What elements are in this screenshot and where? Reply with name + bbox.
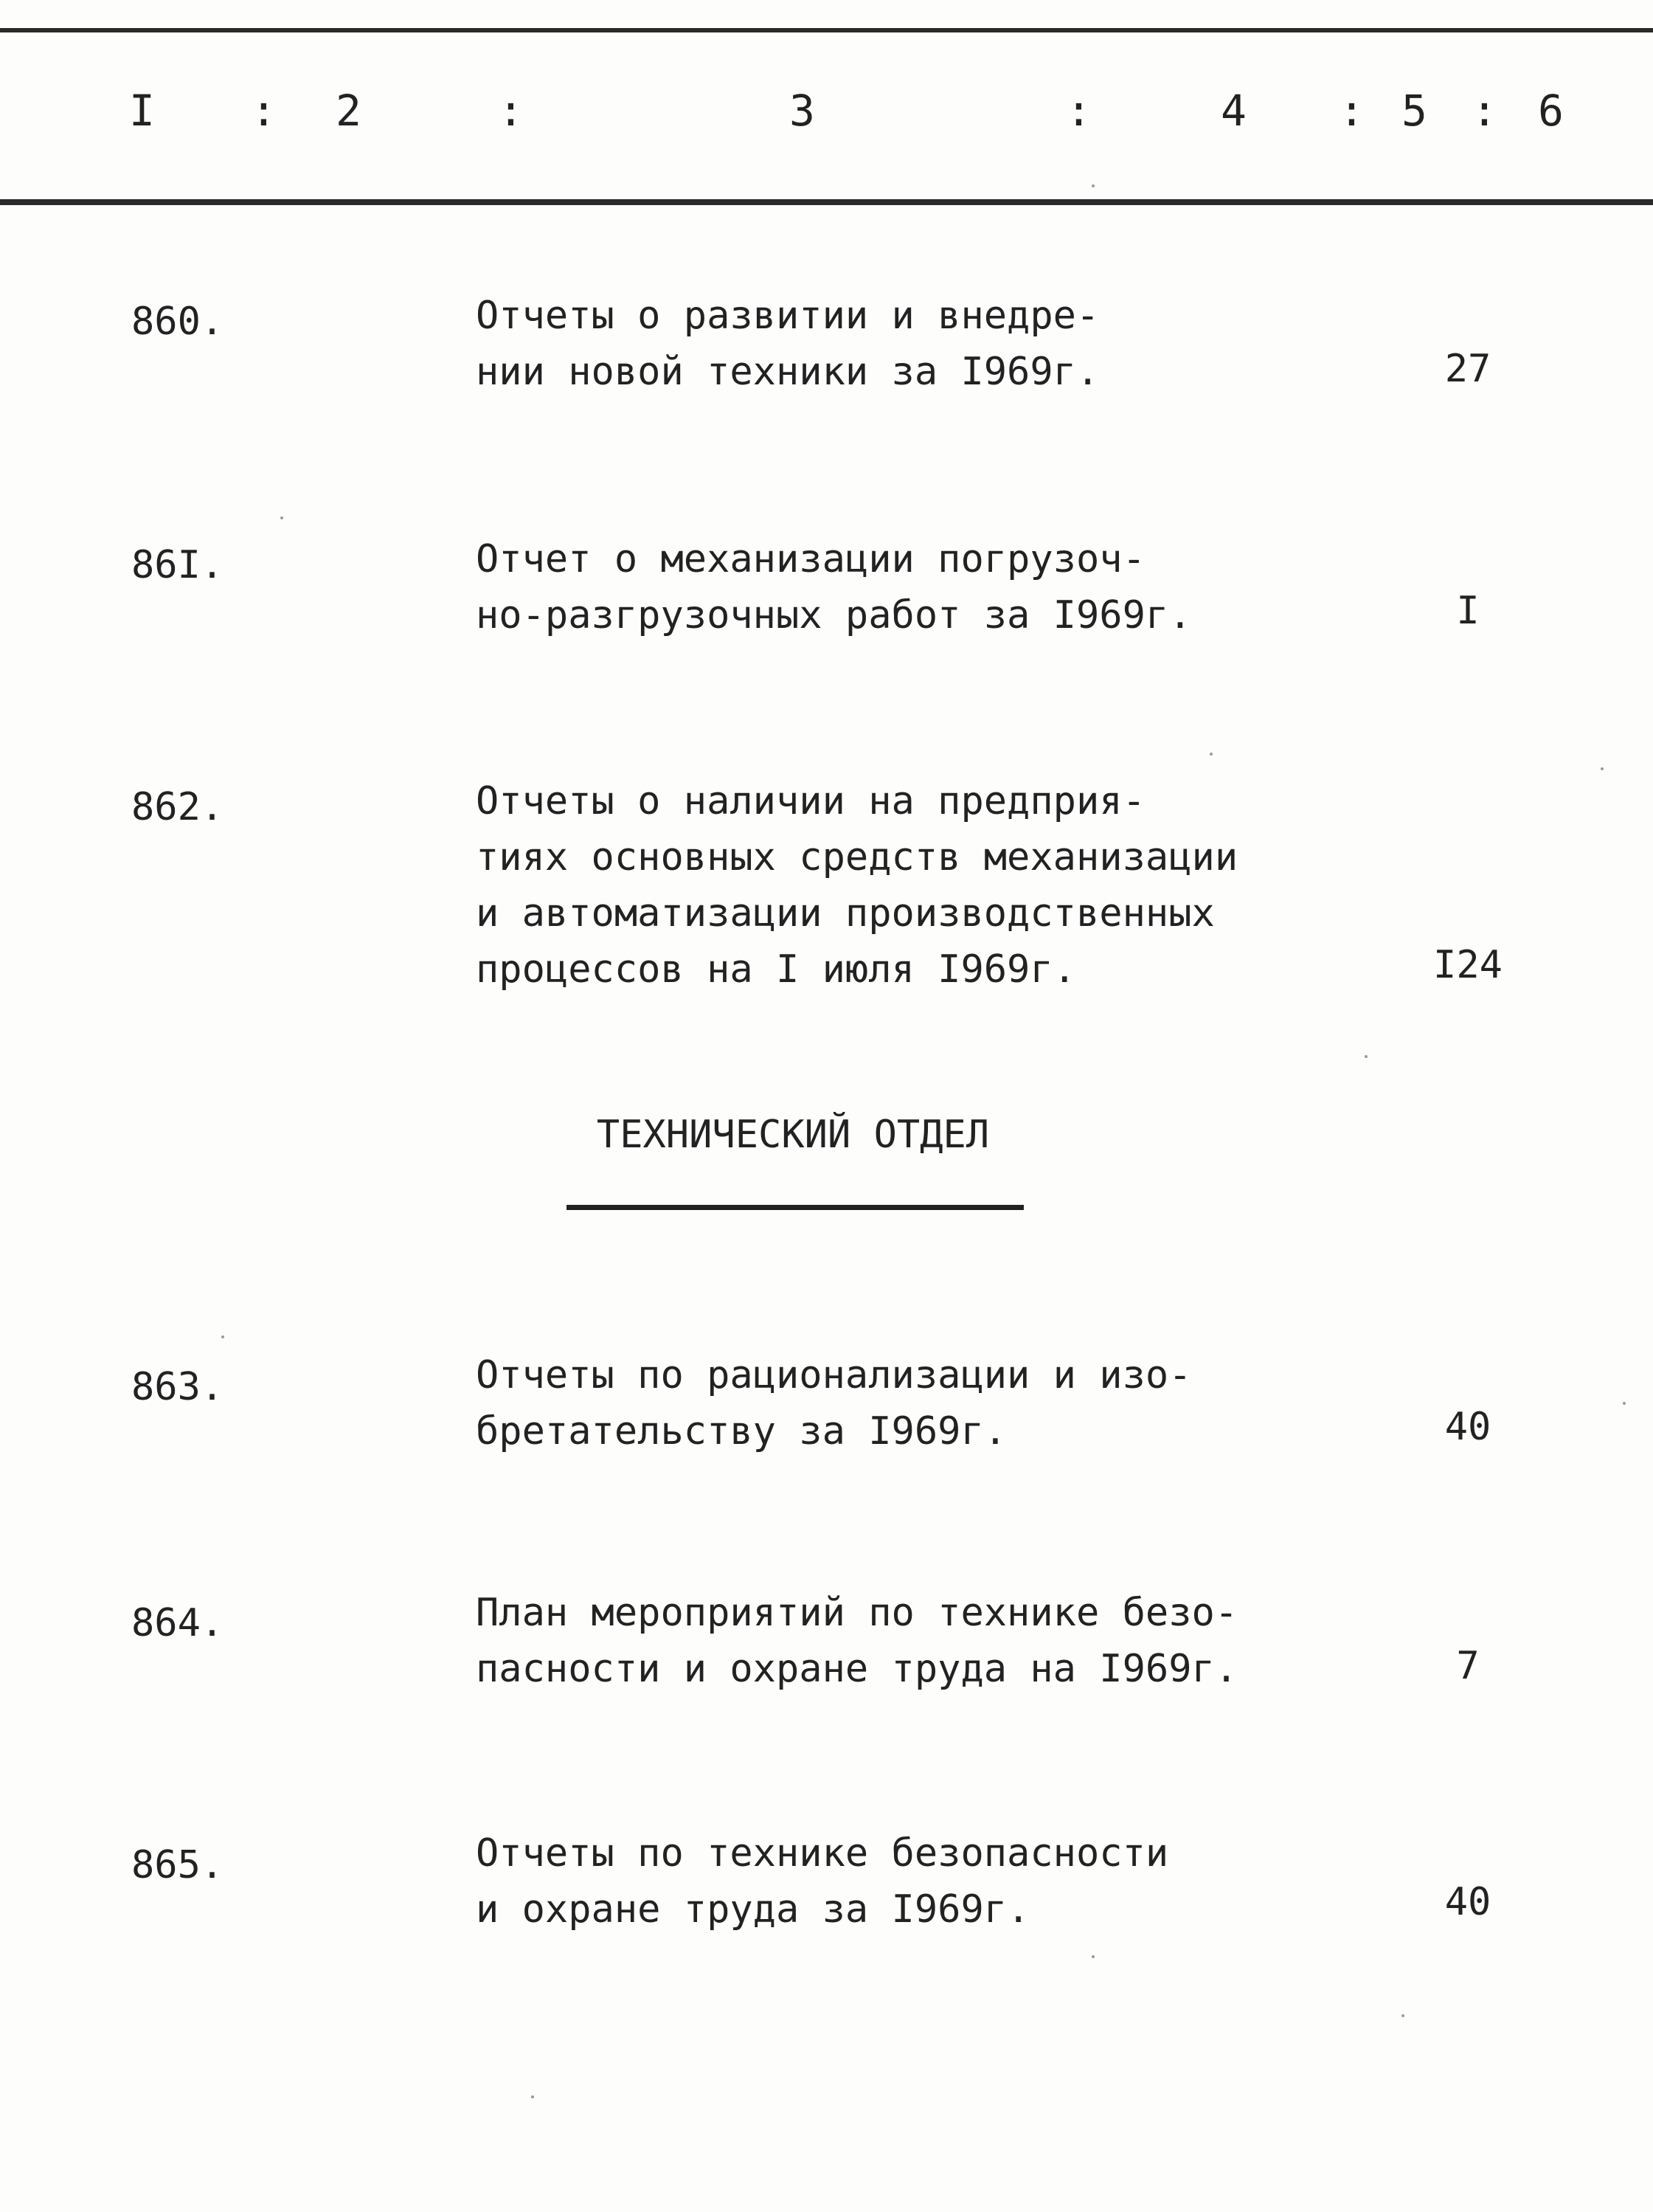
entry-title: Отчеты по технике безопасности и охране труда за I969г. — [476, 1831, 1169, 1932]
entry-number: 864. — [131, 1601, 224, 1645]
entry-count: 40 — [1444, 1880, 1491, 1924]
column-number-6: 6 — [1538, 86, 1564, 136]
entry-title: Отчеты о наличии на предприя- тиях основных средств механизации и автоматизации производственных процессов на I июля I969г. — [476, 779, 1238, 992]
entry-count: 40 — [1444, 1405, 1491, 1449]
section-title: ТЕХНИЧЕСКИЙ ОТДЕЛ — [596, 1113, 990, 1157]
scan-speck — [531, 2095, 534, 2098]
column-separator: : — [498, 86, 524, 136]
entry-number: 86I. — [131, 543, 224, 587]
entry-count: I — [1456, 589, 1480, 633]
column-separator: : — [1339, 86, 1365, 136]
column-separator: : — [1472, 86, 1497, 136]
column-number-1: I — [129, 86, 155, 136]
entry-title: Отчет о механизации погрузоч- но-разгрузочных работ за I969г. — [476, 537, 1192, 637]
entry-number: 862. — [131, 785, 224, 829]
entry-title: Отчеты по рационализации и изо- бретательству за I969г. — [476, 1353, 1192, 1454]
column-number-4: 4 — [1221, 86, 1247, 136]
scan-speck — [1092, 1955, 1095, 1958]
header-bottom-rule — [0, 199, 1653, 205]
scan-speck — [221, 1335, 224, 1338]
entry-number: 860. — [131, 300, 224, 344]
header-top-rule — [0, 28, 1653, 32]
scan-speck — [1401, 2014, 1404, 2017]
entry-title: Отчеты о развитии и внедре- нии новой техники за I969г. — [476, 294, 1100, 394]
scan-speck — [1365, 1055, 1368, 1058]
scan-speck — [1092, 184, 1095, 187]
scan-speck — [280, 516, 283, 519]
column-number-5: 5 — [1401, 86, 1427, 136]
column-separator: : — [251, 86, 277, 136]
column-number-3: 3 — [789, 86, 815, 136]
scan-speck — [1210, 753, 1213, 756]
entry-title: План мероприятий по технике безо- пасности и охране труда на I969г. — [476, 1591, 1238, 1691]
section-underline — [566, 1205, 1024, 1210]
scan-speck — [1623, 1402, 1626, 1405]
entry-count: I24 — [1433, 943, 1503, 987]
entry-count: 7 — [1456, 1644, 1480, 1688]
entry-count: 27 — [1444, 347, 1491, 391]
scan-speck — [1601, 767, 1604, 770]
entry-number: 865. — [131, 1843, 224, 1887]
column-number-2: 2 — [336, 86, 361, 136]
column-separator: : — [1066, 86, 1092, 136]
entry-number: 863. — [131, 1365, 224, 1409]
